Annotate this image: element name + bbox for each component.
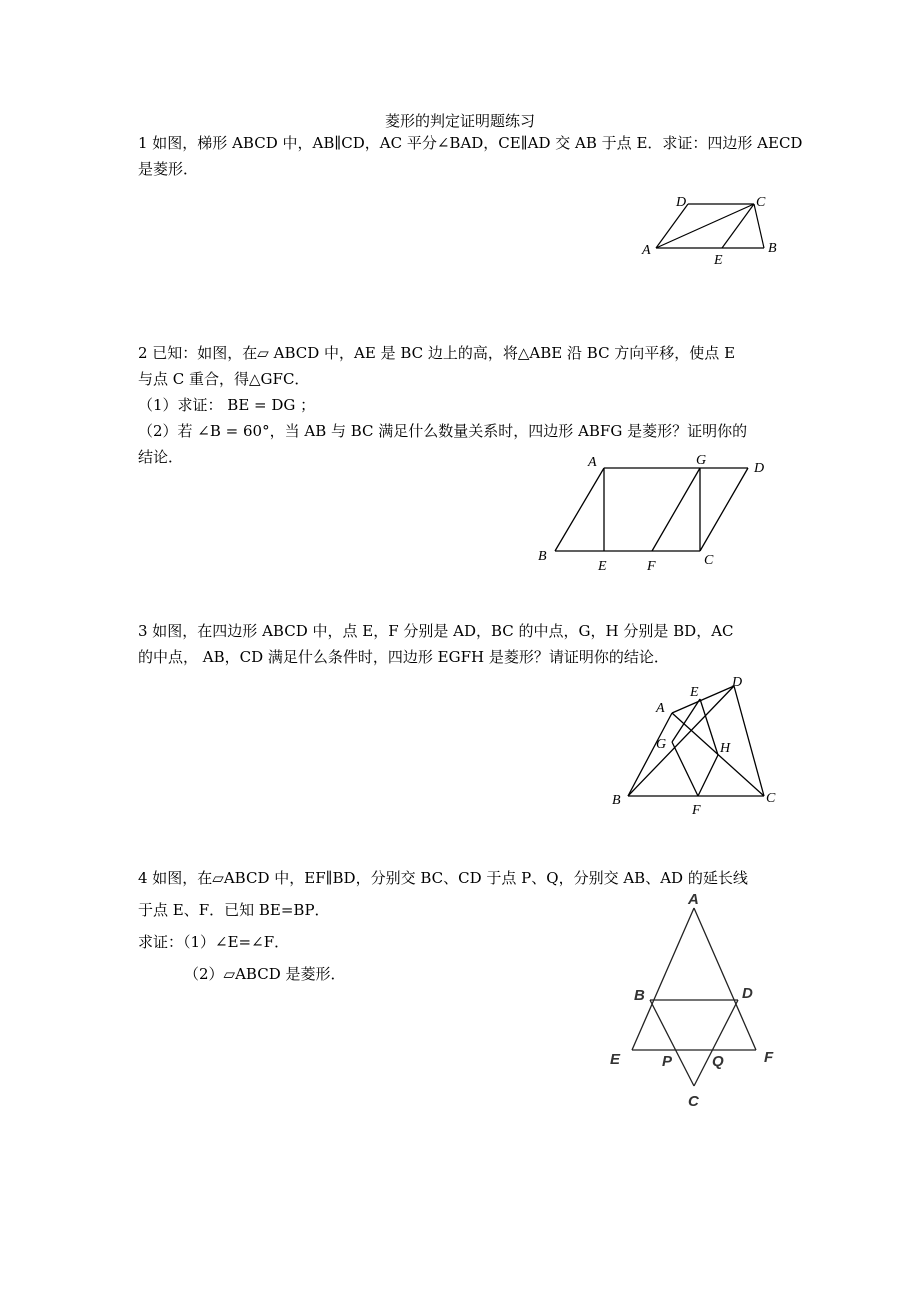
label-f: F — [692, 803, 701, 818]
label-f: F — [764, 1049, 774, 1066]
label-p: P — [662, 1053, 673, 1070]
label-d: D — [676, 195, 687, 210]
problem-4-figure — [604, 888, 790, 1112]
segment-ac — [656, 204, 754, 248]
label-d: D — [742, 985, 753, 1002]
label-b: B — [612, 793, 621, 808]
label-e: E — [714, 253, 723, 268]
problem-4-line-1: 4 如图，在▱ABCD 中，EF∥BD，分别交 BC、CD 于点 P、Q，分别交 AB、AD 的延长线 — [138, 869, 748, 887]
label-b: B — [634, 987, 645, 1004]
problem-3-figure — [606, 668, 790, 820]
segment-cd — [700, 468, 748, 551]
label-a: A — [642, 243, 651, 258]
problem-1-text — [138, 130, 803, 182]
problem-1-figure — [636, 188, 786, 268]
segment-ae — [632, 908, 694, 1050]
label-b: B — [538, 549, 547, 564]
label-c: C — [766, 791, 776, 806]
label-c: C — [688, 1093, 699, 1110]
segment-bd — [628, 686, 734, 796]
label-e: E — [690, 685, 699, 700]
problem-4-line-4: （2）▱ABCD 是菱形． — [184, 965, 346, 983]
problem-4-line-2: 于点 E、F．已知 BE=BP． — [138, 901, 330, 919]
segment-gf — [672, 742, 698, 796]
problem-1-line-1: 1 如图，梯形 ABCD 中，AB∥CD，AC 平分∠BAD，CE∥AD 交 AB 于点 E．求证：四边形 AECD — [138, 134, 803, 152]
label-a: A — [588, 455, 597, 470]
label-d: D — [754, 461, 765, 476]
segment-ab — [628, 713, 672, 796]
problem-1-line-2: 是菱形． — [138, 160, 199, 178]
segment-cb — [754, 204, 764, 248]
segment-af — [694, 908, 756, 1050]
segment-dc — [734, 686, 764, 796]
label-c: C — [704, 553, 714, 568]
segment-fg — [652, 468, 700, 551]
problem-2-line-3: （1）求证： BE = DG ； — [138, 396, 316, 414]
label-a: A — [656, 701, 665, 716]
problem-2-line-4: （2）若 ∠B = 60°，当 AB 与 BC 满足什么数量关系时，四边形 ABFG 是菱形？证明你的 — [138, 422, 748, 440]
problem-3-line-2: 的中点， AB，CD 满足什么条件时，四边形 EGFH 是菱形？请证明你的结论． — [138, 648, 669, 666]
problem-2-line-2: 与点 C 重合，得△GFC． — [138, 370, 310, 388]
segment-dc — [694, 1000, 738, 1086]
segment-fh — [698, 755, 718, 796]
problem-2-line-5: 结论． — [138, 448, 184, 466]
problem-3-line-1: 3 如图，在四边形 ABCD 中，点 E，F 分别是 AD，BC 的中点，G，H 分别是 BD，AC — [138, 622, 734, 640]
label-e: E — [610, 1051, 621, 1068]
label-d: D — [732, 675, 743, 690]
problem-2-figure — [530, 448, 780, 578]
label-g: G — [656, 737, 667, 752]
label-f: F — [647, 559, 656, 574]
label-c: C — [756, 195, 766, 210]
segment-bc — [650, 1000, 694, 1086]
segment-ab — [555, 468, 604, 551]
problem-2-line-1: 2 已知：如图，在▱ ABCD 中，AE 是 BC 边上的高，将△ABE 沿 BC 方向平移，使点 E — [138, 344, 736, 362]
label-a: A — [688, 891, 699, 908]
label-e: E — [598, 559, 607, 574]
problem-3-text — [138, 618, 788, 670]
label-h: H — [720, 741, 731, 756]
label-q: Q — [712, 1053, 724, 1070]
problem-4-line-3: 求证：（1）∠E=∠F． — [138, 933, 290, 951]
label-b: B — [768, 241, 777, 256]
label-g: G — [696, 453, 707, 468]
page-title: 菱形的判定证明题练习 — [384, 112, 535, 130]
